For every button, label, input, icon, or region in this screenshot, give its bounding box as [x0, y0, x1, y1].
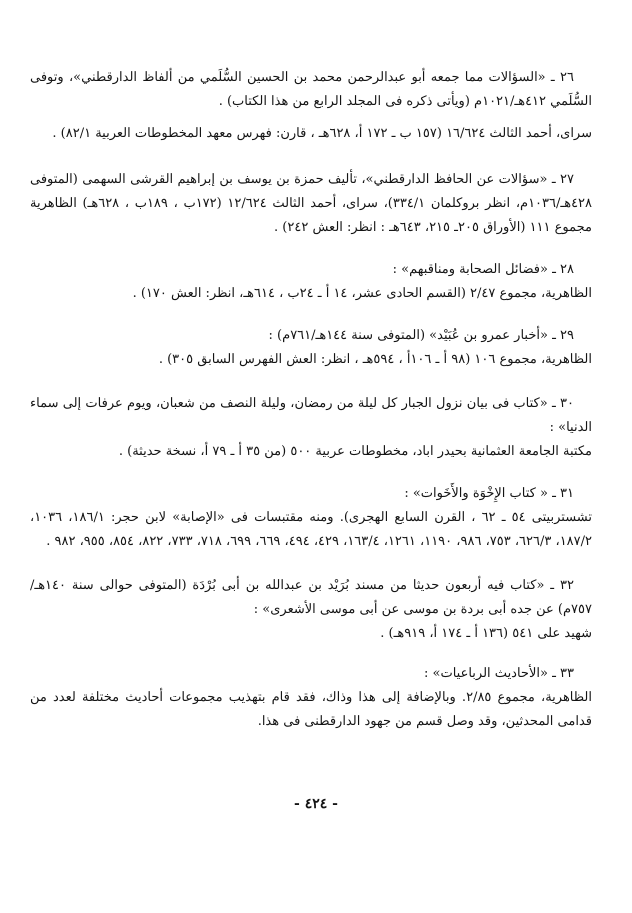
- entry-source: الظاهرية، مجموع ٢/٨٥. وبالإضافة إلى هذا وذاك، فقد قام بتهذيب مجموعات أحاديث مختلفة لعدد من قدامى المحدثين، وقد وصل قسم من جهود الدارقطنى فى هذا.: [30, 690, 593, 729]
- entry-source: الظاهرية، مجموع ٢/٤٧ (القسم الحادى عشر، ١٤ أ ـ ٢٤ب ، ٦١٤هـ، انظر: العش ١٧٠) .: [132, 286, 592, 301]
- entry-source: مكتبة الجامعة العثمانية بحيدر اباد، مخطوطات عربية ٥٠٠ (من ٣٥ أ ـ ٧٩ أ، نسخة حديثة) .: [118, 444, 592, 459]
- entry-source: تشستربيتى ٥٤ ـ ٦٢ ، القرن السابع الهجرى). ومنه مقتبسات فى «الإصابة» لابن حجر: ١٨٦/١، ١٠٣٦، ١٨٧/٢، ٦٢٦/٣، ٧٥٣، ٩٨٦، ١١٩٠، ١٢٦١، ١٦٣/٤، ٤٢٩، ٤٩٤، ٦٦٩، ٦٩٩، ٧١٨، ٧٣٣، ٨٢٢، ٨٥٤، ٩٥٥، ٩٨٢ .: [30, 510, 593, 549]
- entry-title: ٣١ ـ « كتاب الإِخْوَة والأَخَوات» :: [404, 486, 574, 501]
- entry-title: ٢٧ ـ «سؤالات عن الحافظ الدارقطني»، تأليف حمزة بن يوسف بن إبراهيم القرشى السهمى (المتوفى ٤٢٨هـ/١٠٣٦م، انظر بروكلمان ٣٣٤/١)، سراى، أحمد الثالث ١٢/٦٢٤ (١٧٢ب ، ١٨٩ب ، ٦٢٨هـ) الظاهرية مجموع ١١١ (الأوراق ٢٠٥ـ ٢١٥، ٦٤٣هـ : انظر: العش ٢٤٢) .: [30, 172, 593, 235]
- entry-source: سراى، أحمد الثالث ١٦/٦٢٤ (١٥٧ ب ـ ١٧٢ أ، ٦٢٨هـ ، قارن: فهرس معهد المخطوطات العربية ٨٢/١) .: [52, 126, 592, 141]
- entry-title: ٢٨ ـ «فضائل الصحابة ومناقبهم» :: [392, 262, 574, 277]
- entry-title: ٣٣ ـ «الأحاديث الرباعيات» :: [424, 666, 574, 681]
- entry-26: [30, 66, 592, 146]
- entry-33: [30, 662, 592, 734]
- entry-source: شهيد على ٥٤١ (١٣٦ أ ـ ١٧٤ أ، ٩١٩هـ) .: [380, 626, 592, 641]
- entry-title: ٢٩ ـ «أخبار عمرو بن عُبَيْد» (المتوفى سنة ١٤٤هـ/٧٦١م) :: [268, 328, 574, 343]
- entry-32: [30, 574, 592, 646]
- entry-27: [30, 168, 592, 240]
- page-number: - ٤٢٤ -: [294, 796, 338, 812]
- entry-source: الظاهرية، مجموع ١٠٦ (٩٨ أ ـ ١٠٦أ ، ٥٩٤هـ ، انظر: العش الفهرس السابق ٣٠٥) .: [158, 352, 592, 367]
- entry-29: [30, 324, 592, 372]
- entry-30: [30, 392, 592, 464]
- entry-28: [30, 258, 592, 306]
- entry-title: ٣٢ ـ «كتاب فيه أربعون حديثا من مسند بُرَيْد بن عبدالله بن أبى بُرْدَة (المتوفى حوالى سنة ١٤٠هـ/٧٥٧م) عن جده أبى بردة بن موسى عن أبى موسى الأشعرى» :: [30, 578, 592, 617]
- entry-31: [30, 482, 592, 554]
- page-body: [30, 58, 592, 734]
- entry-title: ٢٦ ـ «السؤالات مما جمعه أبو عبدالرحمن محمد بن الحسين السُّلَمي من ألفاظ الدارقطني»، وتوفى السُّلَمي ٤١٢هـ/١٠٢١م (ويأتى ذكره فى المجلد الرابع من هذا الكتاب) .: [30, 70, 592, 109]
- entry-title: ٣٠ ـ «كتاب فى بيان نزول الجبار كل ليلة من رمضان، وليلة النصف من شعبان، ويوم عرفات إلى سماء الدنيا» :: [30, 396, 592, 435]
